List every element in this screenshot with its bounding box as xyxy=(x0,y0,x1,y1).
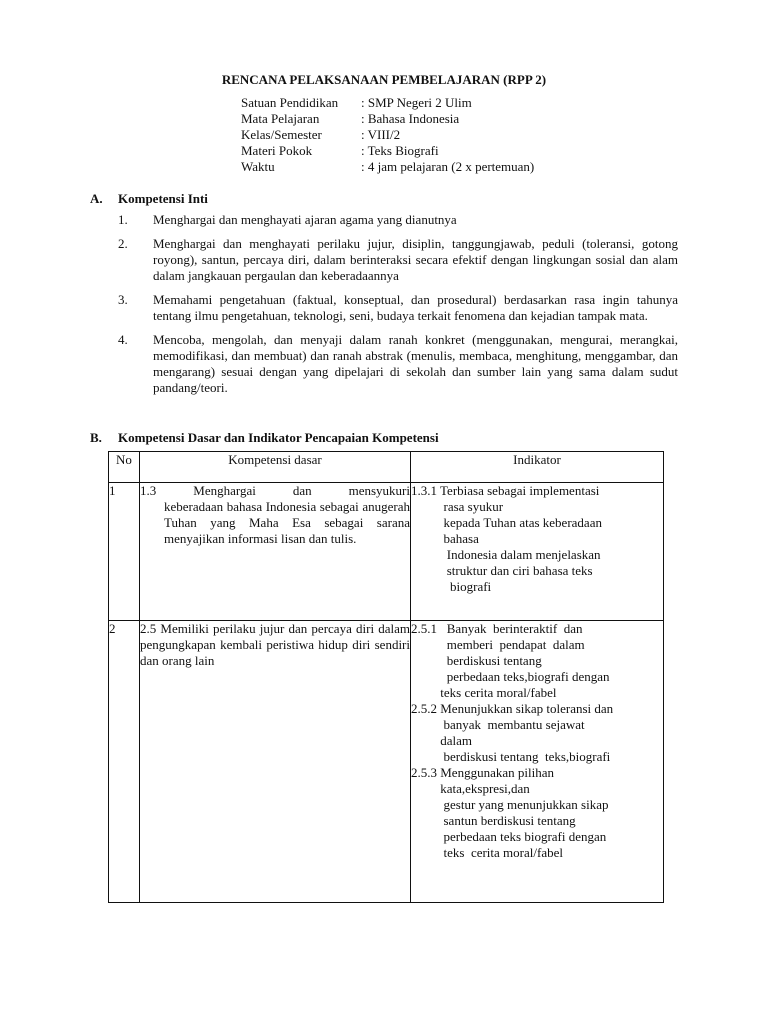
section-b-heading xyxy=(90,430,439,446)
indikator-line: rasa syukur xyxy=(411,499,504,514)
kompetensi-dasar-cell xyxy=(140,621,411,903)
info-value: : SMP Negeri 2 Ulim xyxy=(361,95,472,110)
section-b-letter: B. xyxy=(90,430,102,445)
header-kompetensi-dasar: Kompetensi dasar xyxy=(140,452,411,483)
list-item-text: Menghargai dan menghayati ajaran agama yang dianutnya xyxy=(153,212,457,227)
info-label: Materi Pokok xyxy=(241,143,313,158)
row-number: 1 xyxy=(109,483,140,621)
info-label: Waktu xyxy=(241,159,275,174)
info-label: Satuan Pendidikan xyxy=(241,95,339,110)
indikator-line: 2.5.3 Menggunakan pilihan xyxy=(411,765,554,780)
indikator-line: dalam xyxy=(411,733,473,748)
kompetensi-table xyxy=(108,451,664,903)
header-indikator: Indikator xyxy=(411,452,664,483)
info-label: Kelas/Semester xyxy=(241,127,322,142)
kompetensi-inti-list xyxy=(118,212,678,404)
indikator-line: memberi pendapat dalam xyxy=(411,637,585,652)
info-label: Mata Pelajaran xyxy=(241,111,320,126)
indikator-line: perbedaan teks biografi dengan xyxy=(411,829,607,844)
indikator-line: kata,ekspresi,dan xyxy=(411,781,530,796)
indikator-line: berdiskusi tentang teks,biografi xyxy=(411,749,611,764)
indikator-line: perbedaan teks,biografi dengan xyxy=(411,669,610,684)
indikator-line: 2.5.1 Banyak berinteraktif dan xyxy=(411,621,583,636)
indikator-line: 1.3.1 Terbiasa sebagai implementasi xyxy=(411,483,600,498)
list-item xyxy=(118,236,678,284)
table-header-row xyxy=(109,452,664,483)
row-number: 2 xyxy=(109,621,140,903)
kd-text-first: 1.3 Menghargai dan mensyukuri xyxy=(140,483,410,498)
info-value: : 4 jam pelajaran (2 x pertemuan) xyxy=(361,159,535,174)
info-value: : Teks Biografi xyxy=(361,143,439,158)
list-item xyxy=(118,212,678,228)
indikator-line: struktur dan ciri bahasa teks xyxy=(411,563,593,578)
list-item-number: 4. xyxy=(118,332,128,347)
list-item-text: Mencoba, mengolah, dan menyaji dalam ranah konkret (menggunakan, mengurai, merangkai, memodifikasi, dan membuat) dan ranah abstrak (menulis, membaca, menghitung, menggambar, dan mengarang) sesuai dengan yang dipelajari di sekolah dan sumber lain yang sama dalam sudut pandang/teori. xyxy=(153,332,678,395)
info-block xyxy=(241,95,534,175)
indikator-line: kepada Tuhan atas keberadaan xyxy=(411,515,602,530)
indikator-line: banyak membantu sejawat xyxy=(411,717,585,732)
list-item-number: 3. xyxy=(118,292,128,307)
indikator-line: santun berdiskusi tentang xyxy=(411,813,576,828)
indikator-cell xyxy=(411,621,664,903)
list-item-text: Memahami pengetahuan (faktual, konseptual, dan prosedural) berdasarkan rasa ingin tahunya tentang ilmu pengetahuan, teknologi, seni, budaya terkait fenomena dan kejadian tampak mata. xyxy=(153,292,678,323)
table-row xyxy=(109,621,664,903)
info-value: : Bahasa Indonesia xyxy=(361,111,460,126)
info-row xyxy=(241,111,534,127)
indikator-line: Indonesia dalam menjelaskan xyxy=(411,547,601,562)
section-a-title: Kompetensi Inti xyxy=(118,191,208,206)
indikator-line: gestur yang menunjukkan sikap xyxy=(411,797,609,812)
list-item-text: Menghargai dan menghayati perilaku jujur, disiplin, tanggungjawab, peduli (toleransi, gotong royong), santun, percaya diri, dalam berinteraksi secara efektif dengan lingkungan sosial dan alam dalam jangkauan pergaulan dan keberadaannya xyxy=(153,236,678,283)
list-item-number: 2. xyxy=(118,236,128,251)
header-no: No xyxy=(109,452,140,483)
table-row xyxy=(109,483,664,621)
list-item xyxy=(118,292,678,324)
document-title: RENCANA PELAKSANAAN PEMBELAJARAN (RPP 2) xyxy=(221,72,547,87)
info-value: : VIII/2 xyxy=(361,127,401,142)
indikator-line: 2.5.2 Menunjukkan sikap toleransi dan xyxy=(411,701,614,716)
section-a-heading xyxy=(90,191,208,207)
list-item xyxy=(118,332,678,396)
indikator-line: biografi xyxy=(411,579,492,594)
info-row xyxy=(241,159,534,175)
info-row xyxy=(241,95,534,111)
section-b-title: Kompetensi Dasar dan Indikator Pencapaian Kompetensi xyxy=(118,430,439,445)
kd-text-rest: keberadaan bahasa Indonesia sebagai anugerah Tuhan yang Maha Esa sebagai sarana menyajikan informasi lisan dan tulis. xyxy=(164,499,410,546)
indikator-line: bahasa xyxy=(411,531,479,546)
list-item-number: 1. xyxy=(118,212,128,227)
kompetensi-dasar-cell xyxy=(140,483,411,621)
kd-text-first: 2.5 Memiliki perilaku jujur dan percaya diri dalam pengungkapan kembali peristiwa hidup diri sendiri dan orang lain xyxy=(140,621,410,668)
indikator-line: teks cerita moral/fabel xyxy=(411,685,557,700)
indikator-line: teks cerita moral/fabel xyxy=(411,845,563,860)
indikator-cell xyxy=(411,483,664,621)
indikator-line: berdiskusi tentang xyxy=(411,653,542,668)
section-a-letter: A. xyxy=(90,191,103,206)
info-row xyxy=(241,127,534,143)
info-row xyxy=(241,143,534,159)
